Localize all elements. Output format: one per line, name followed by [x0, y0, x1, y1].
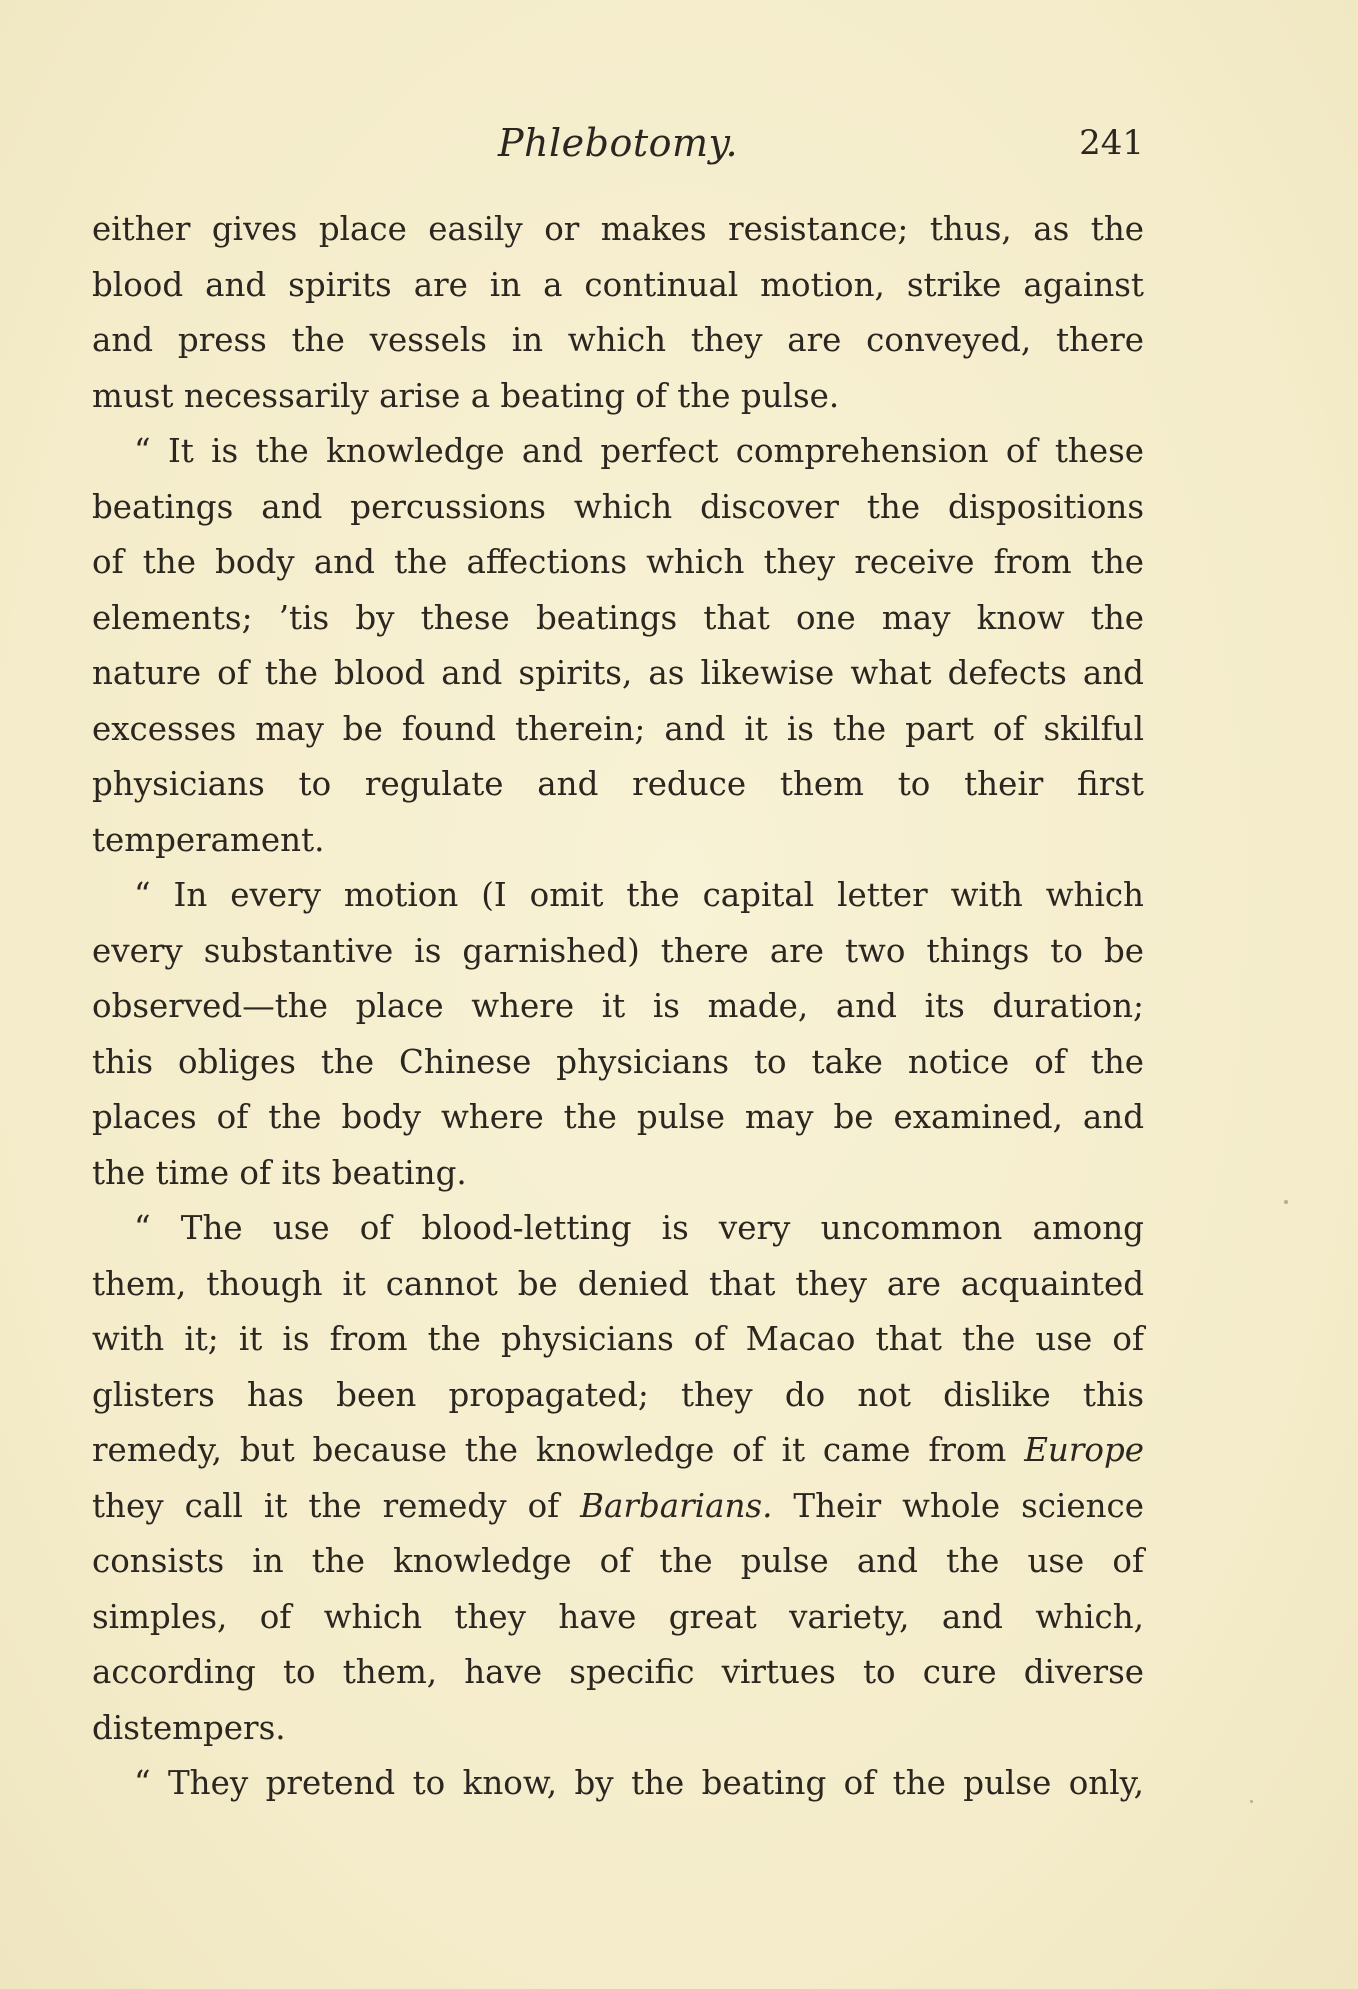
text-line: “ They pretend to know, by the beating of the pulse only,: [134, 1764, 1144, 1802]
text-line: blood and spirits are in a continual motion, strike against: [92, 265, 1144, 304]
text-line: with it; it is from the physicians of Macao that the use of: [92, 1320, 1144, 1358]
text-line: according to them, have specific virtues to cure diverse: [92, 1653, 1144, 1691]
text-line: [92, 1479, 1144, 1535]
text-line: temperament.: [92, 820, 325, 859]
text-line: must necessarily arise a beating of the pulse.: [92, 376, 840, 415]
text-line: distempers.: [92, 1708, 286, 1747]
text-line: nature of the blood and spirits, as likewise what defects and: [92, 654, 1144, 692]
text-line: excesses may be found therein; and it is the part of skilful: [92, 709, 1144, 748]
italic-term: Europe: [1024, 1431, 1144, 1469]
text-line: glisters has been propagated; they do not dislike this: [92, 1375, 1144, 1414]
text-line: physicians to regulate and reduce them to their first: [92, 765, 1144, 803]
text-line-segment: they call it the remedy of: [92, 1486, 560, 1525]
text-line-segment: remedy, but because the knowledge of it came from: [92, 1431, 1007, 1469]
text-line: either gives place easily or makes resistance; thus, as the: [92, 210, 1144, 248]
text-line: beatings and percussions which discover the dispositions: [92, 487, 1144, 526]
italic-term: Barbarians.: [580, 1486, 773, 1525]
text-line: simples, of which they have great variety, and which,: [92, 1597, 1144, 1636]
text-line: observed—the place where it is made, and its duration;: [92, 987, 1144, 1025]
text-line: every substantive is garnished) there are two things to be: [92, 931, 1144, 970]
text-line: and press the vessels in which they are conveyed, there: [92, 321, 1144, 359]
text-line: them, though it cannot be denied that they are acquainted: [92, 1264, 1144, 1303]
text-line: “ In every motion (I omit the capital letter with which: [134, 876, 1144, 914]
paper-speck: [1284, 1200, 1288, 1204]
page-number: 241: [1079, 123, 1144, 163]
text-line: [92, 1423, 1144, 1479]
text-line: the time of its beating.: [92, 1153, 467, 1192]
text-line: elements; ’tis by these beatings that one may know the: [92, 598, 1144, 637]
text-line: consists in the knowledge of the pulse and the use of: [92, 1542, 1144, 1580]
text-line: of the body and the affections which they receive from the: [92, 543, 1144, 581]
body-text: [92, 202, 1144, 1812]
page-header: [92, 118, 1144, 168]
text-line: “ It is the knowledge and perfect comprehension of these: [134, 432, 1144, 470]
running-title: Phlebotomy.: [497, 121, 739, 165]
text-line-segment: Their whole science: [793, 1486, 1144, 1525]
paper-speck: [1250, 1800, 1253, 1803]
text-line: places of the body where the pulse may be examined, and: [92, 1098, 1144, 1136]
text-line: this obliges the Chinese physicians to take notice of the: [92, 1042, 1144, 1081]
text-line: “ The use of blood-letting is very uncommon among: [134, 1209, 1144, 1247]
